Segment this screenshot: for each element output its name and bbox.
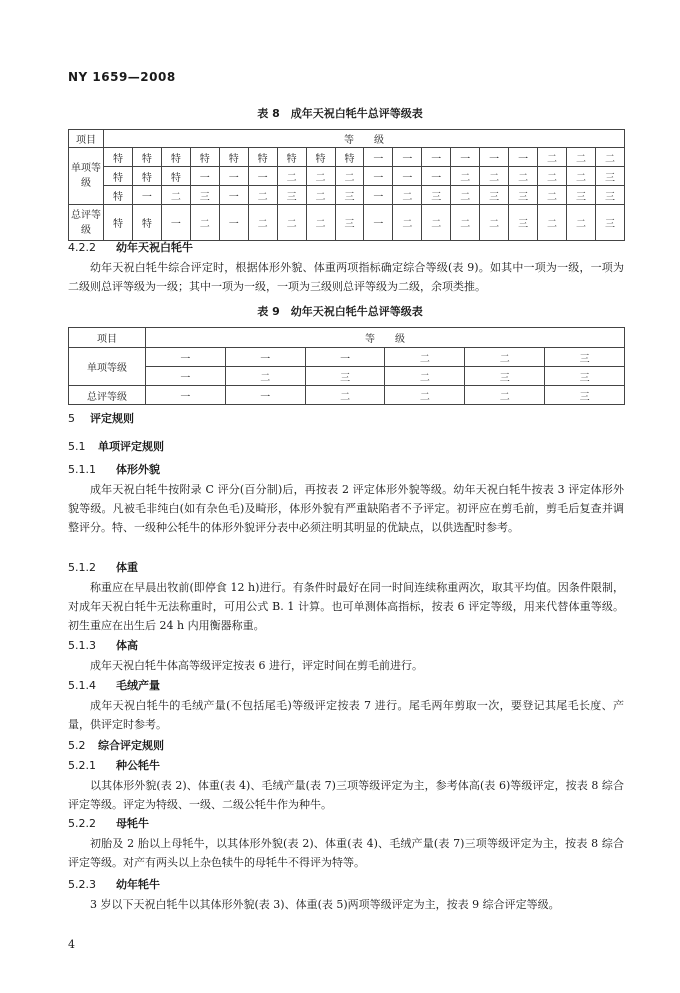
total-grade-cell: 二 [393,205,422,241]
section-5-2-heading: 5.2 综合评定规则 [68,739,164,752]
single-grade-row [69,148,625,167]
section-5-1-heading: 5.1 单项评定规则 [68,440,164,453]
grade-cell: 一 [422,148,451,167]
grade-cell: 二 [538,148,567,167]
single-grade-row [69,348,625,367]
grade-cell: 二 [225,367,305,386]
paragraph-5-1-2: 称重应在早晨出牧前(即停食 12 h)进行。有条件时最好在同一时间连续称重两次，取其平均值。因条件限制，对成年天祝白牦牛无法称重时，可用公式 B. 1 计算。也可单测体高指标，按表 6 评定等级，用来代替体重等级。初生重应在出生后 24 h 内用衡器称重。 [68,581,624,632]
grade-cell: 一 [393,148,422,167]
grade-cell: 二 [480,167,509,186]
grade-cell: 一 [393,167,422,186]
table8-grade-label: 等 级 [104,130,625,148]
grade-cell: 二 [385,367,465,386]
grade-cell: 三 [567,186,596,205]
grade-cell: 一 [219,167,248,186]
grade-cell: 三 [190,186,219,205]
section-5-2-3-heading: 5.2.3 幼年牦牛 [68,878,160,891]
total-grade-cell: 二 [306,205,335,241]
grade-cell: 二 [335,167,364,186]
total-grade-cell: 二 [567,205,596,241]
section-5-1-3-heading: 5.1.3 体高 [68,639,138,652]
grade-cell: 三 [422,186,451,205]
grade-cell: 特 [132,167,161,186]
total-grade-cell: 二 [480,205,509,241]
table8-caption: 表 8 成年天祝白牦牛总评等级表 [257,107,423,120]
grade-cell: 二 [306,167,335,186]
total-grade-cell: 二 [538,205,567,241]
grade-cell: 特 [219,148,248,167]
grade-cell: 二 [595,148,624,167]
total-grade-cell: 三 [595,205,624,241]
grade-cell: 一 [422,167,451,186]
total-grade-cell: 二 [465,386,545,405]
grade-cell: 二 [451,186,480,205]
grade-cell: 一 [225,348,305,367]
grade-cell: 一 [509,148,538,167]
total-grade-cell: 一 [146,386,226,405]
grade-cell: 二 [393,186,422,205]
section-5-2-2-heading: 5.2.2 母牦牛 [68,817,149,830]
table9 [68,327,625,405]
grade-cell: 二 [538,167,567,186]
total-grade-label: 总评等级 [69,386,146,405]
grade-cell: 三 [465,367,545,386]
total-grade-label: 总评等级 [69,205,104,241]
grade-cell: 二 [451,167,480,186]
grade-cell: 三 [335,186,364,205]
total-grade-cell: 三 [545,386,625,405]
grade-cell: 特 [132,148,161,167]
grade-cell: 特 [190,148,219,167]
grade-cell: 三 [545,367,625,386]
total-grade-row [69,205,625,241]
table8 [68,129,625,241]
total-grade-cell: 二 [422,205,451,241]
grade-cell: 一 [364,186,393,205]
grade-cell: 特 [161,148,190,167]
grade-cell: 特 [277,148,306,167]
total-grade-cell: 二 [385,386,465,405]
total-grade-cell: 特 [104,205,133,241]
section-5-heading: 5 评定规则 [68,412,134,425]
total-grade-cell: 二 [248,205,277,241]
grade-cell: 一 [451,148,480,167]
single-grade-label: 单项等级 [69,348,146,386]
grade-cell: 三 [480,186,509,205]
grade-cell: 二 [567,148,596,167]
grade-cell: 二 [248,186,277,205]
grade-cell: 二 [509,167,538,186]
total-grade-cell: 二 [451,205,480,241]
grade-cell: 三 [545,348,625,367]
grade-cell: 二 [277,167,306,186]
grade-cell: 特 [104,148,133,167]
grade-cell: 二 [306,186,335,205]
total-grade-cell: 三 [335,205,364,241]
grade-cell: 一 [146,367,226,386]
total-grade-row [69,386,625,405]
grade-cell: 特 [161,167,190,186]
total-grade-cell: 三 [509,205,538,241]
total-grade-cell: 特 [132,205,161,241]
grade-cell: 三 [595,186,624,205]
grade-cell: 二 [161,186,190,205]
grade-cell: 一 [219,186,248,205]
grade-cell: 一 [146,348,226,367]
page-number: 4 [68,938,75,951]
table9-col-label: 项目 [69,328,146,348]
paragraph-5-2-1: 以其体形外貌(表 2)、体重(表 4)、毛绒产量(表 7)三项等级评定为主，参考体高(表 6)等级评定，按表 8 综合评定等级。评定为特级、一级、二级公牦牛作为种牛。 [68,779,624,811]
total-grade-cell: 一 [219,205,248,241]
single-grade-row [69,186,625,205]
section-5-2-1-heading: 5.2.1 种公牦牛 [68,759,160,772]
table9-caption: 表 9 幼年天祝白牦牛总评等级表 [257,305,423,318]
paragraph-5-1-1: 成年天祝白牦牛按附录 C 评分(百分制)后，再按表 2 评定体形外貌等级。幼年天祝白牦牛按表 3 评定体形外貌等级。凡被毛非纯白(如有杂色毛)及畸形，体形外貌有严重缺陷者不予评定。初评应在剪毛前，剪毛后复查并调整评分。特、一级种公牦牛的体形外貌评分表中必须注明其明显的优缺点，以供选配时参考。 [68,483,624,534]
paragraph-5-2-2: 初胎及 2 胎以上母牦牛，以其体形外貌(表 2)、体重(表 4)、毛绒产量(表 7)三项等级评定为主，按表 8 综合评定等级。对产有两头以上杂色犊牛的母牦牛不得评为特等。 [68,837,624,869]
total-grade-cell: 二 [305,386,385,405]
grade-cell: 二 [567,167,596,186]
paragraph-5-1-3: 成年天祝白牦牛体高等级评定按表 6 进行，评定时间在剪毛前进行。 [90,659,423,672]
grade-cell: 特 [306,148,335,167]
grade-cell: 一 [480,148,509,167]
grade-cell: 三 [305,367,385,386]
grade-cell: 特 [248,148,277,167]
total-grade-cell: 二 [277,205,306,241]
total-grade-cell: 一 [161,205,190,241]
total-grade-cell: 一 [364,205,393,241]
table8-col-label: 项目 [69,130,104,148]
table9-grade-label: 等 级 [146,328,625,348]
grade-cell: 特 [104,167,133,186]
grade-cell: 一 [364,167,393,186]
grade-cell: 一 [364,148,393,167]
grade-cell: 一 [305,348,385,367]
section-5-1-1-heading: 5.1.1 体形外貌 [68,463,160,476]
paragraph-5-2-3: 3 岁以下天祝白牦牛以其体形外貌(表 3)、体重(表 5)两项等级评定为主，按表 9 综合评定等级。 [90,898,560,911]
paragraph-4-2-2: 幼年天祝白牦牛综合评定时，根据体形外貌、体重两项指标确定综合等级(表 9)。如其中一项为一级，一项为二级则总评等级为一级；其中一项为一级，一项为三级则总评等级为二级，余项类推。 [68,261,624,293]
section-5-1-4-heading: 5.1.4 毛绒产量 [68,679,160,692]
single-grade-row [69,167,625,186]
single-grade-label: 单项等级 [69,148,104,205]
grade-cell: 二 [385,348,465,367]
grade-cell: 特 [104,186,133,205]
grade-cell: 特 [335,148,364,167]
grade-cell: 一 [132,186,161,205]
grade-cell: 一 [248,167,277,186]
single-grade-row [69,367,625,386]
grade-cell: 二 [465,348,545,367]
grade-cell: 一 [190,167,219,186]
grade-cell: 三 [277,186,306,205]
total-grade-cell: 二 [190,205,219,241]
document-header: NY 1659—2008 [68,70,176,84]
grade-cell: 三 [595,167,624,186]
total-grade-cell: 一 [225,386,305,405]
grade-cell: 二 [538,186,567,205]
grade-cell: 三 [509,186,538,205]
section-5-1-2-heading: 5.1.2 体重 [68,561,138,574]
paragraph-5-1-4: 成年天祝白牦牛的毛绒产量(不包括尾毛)等级评定按表 7 进行。尾毛两年剪取一次，要登记其尾毛长度、产量，供评定时参考。 [68,699,624,731]
section-4-2-2-heading: 4.2.2 幼年天祝白牦牛 [68,241,193,254]
